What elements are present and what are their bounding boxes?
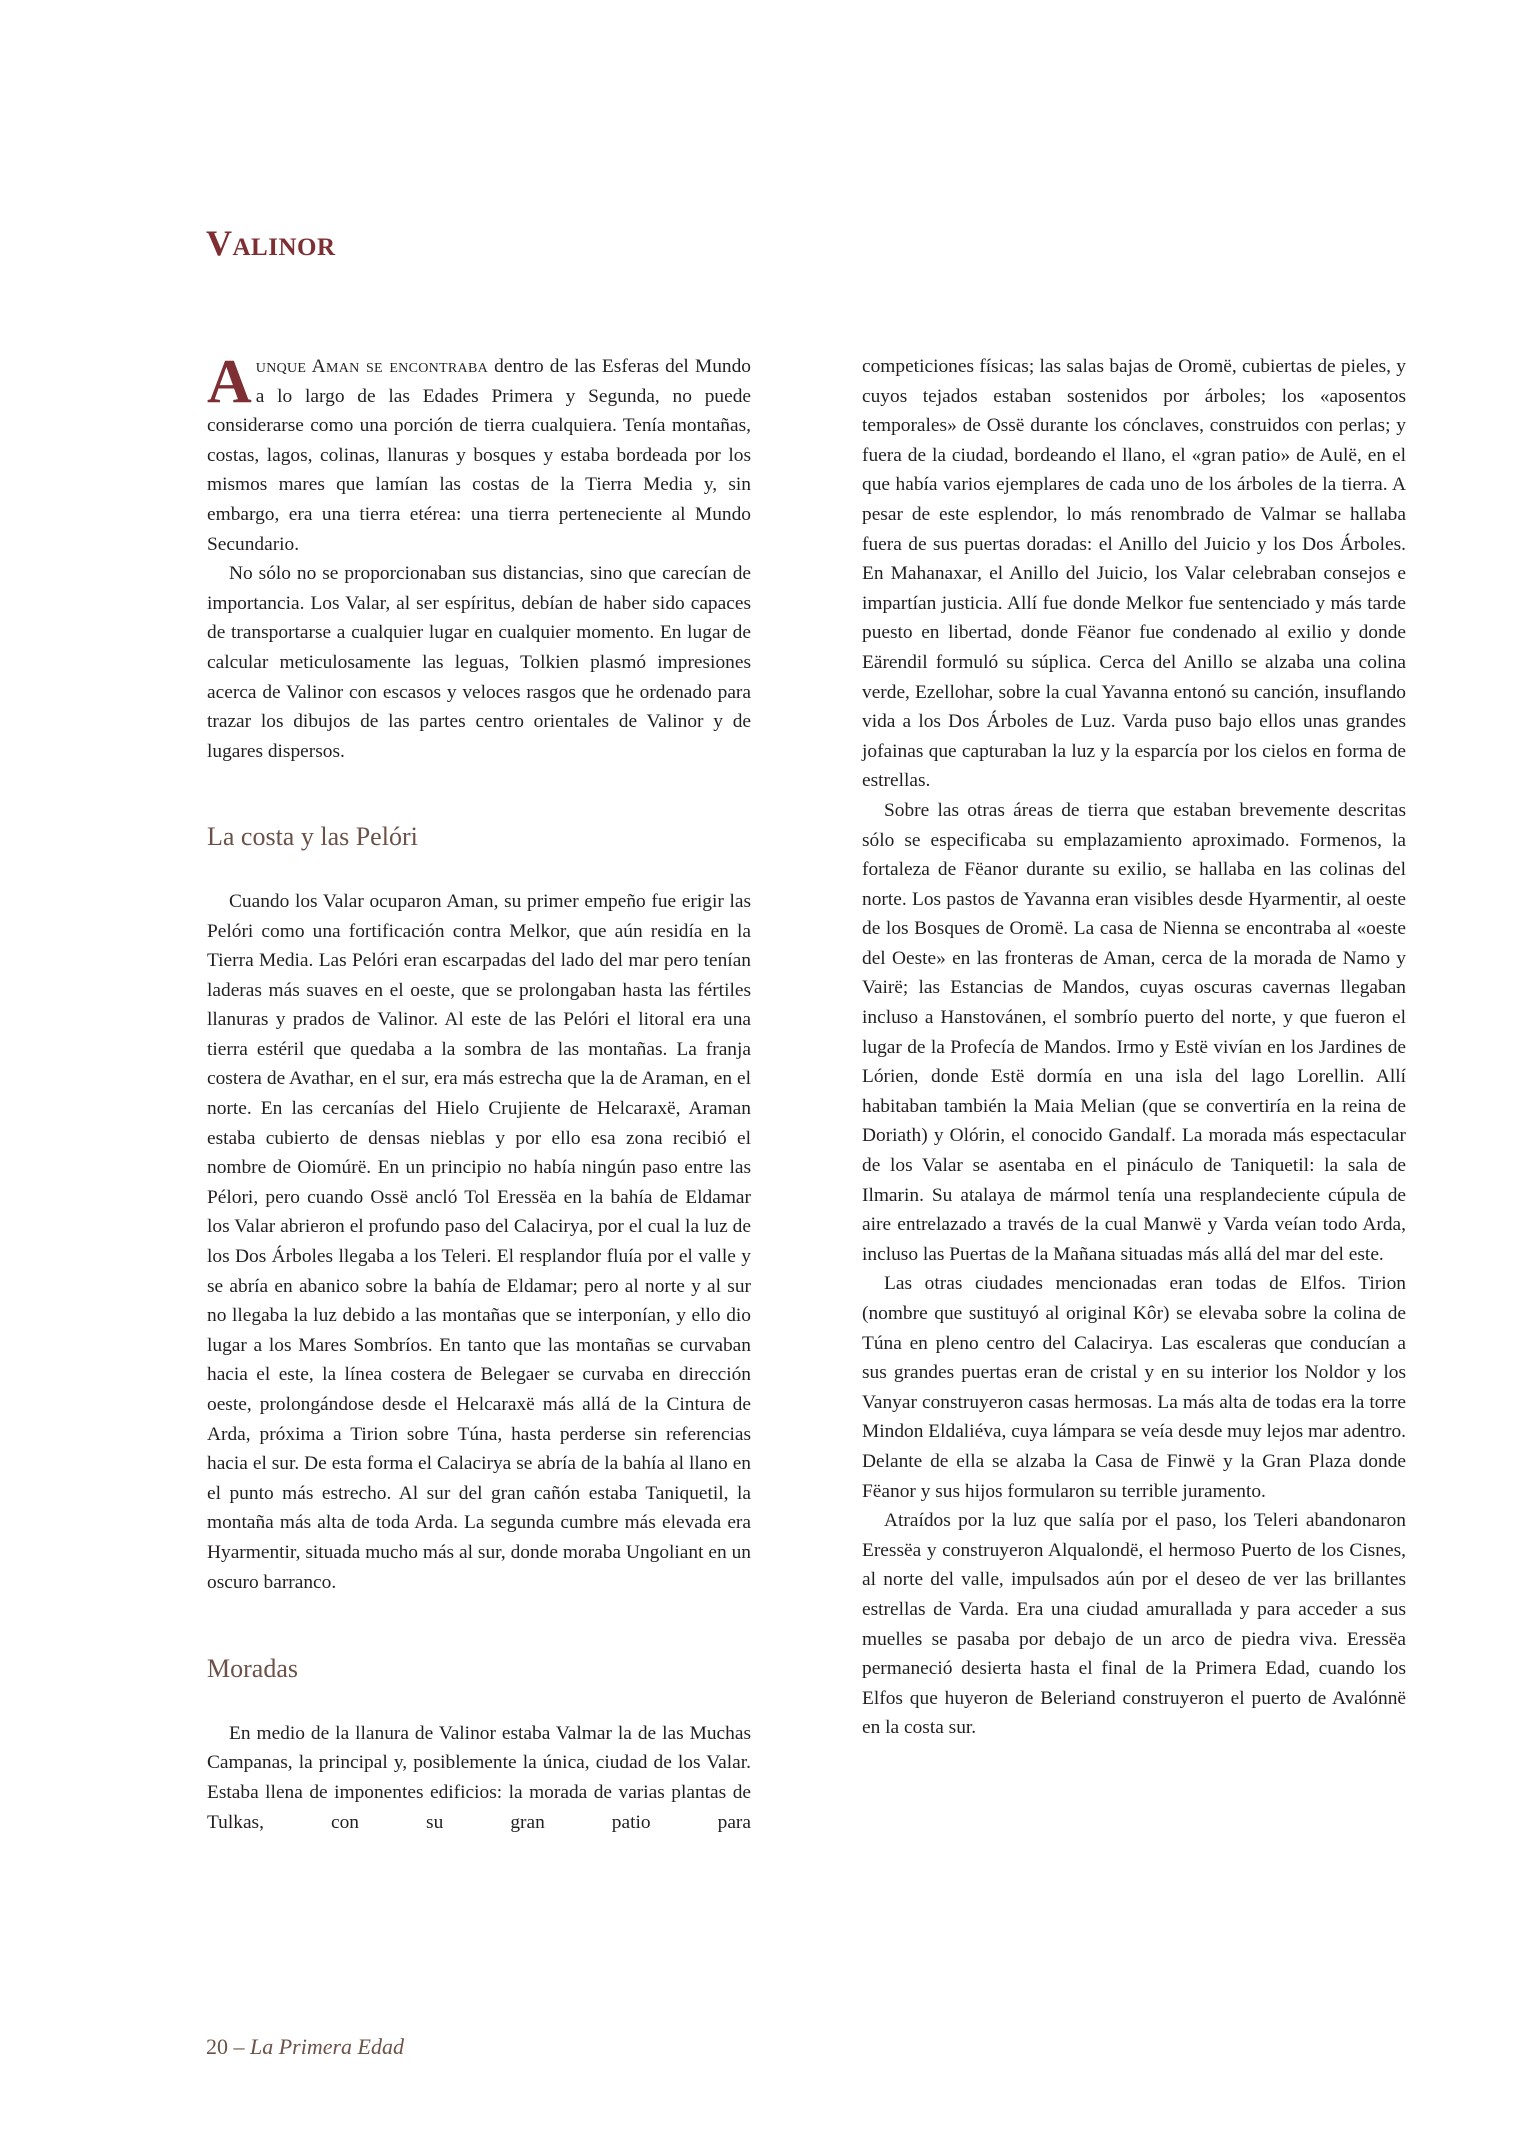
drop-cap: A (207, 348, 252, 416)
intro-text: dentro de las Esferas del Mundo a lo largo de las Edades Primera y Segunda, no puede considerarse como una porción de tierra cualquiera. Tenía montañas, costas, lagos, colinas, llanuras y bosques y estaba bordeada por los mismos mares que lamían las costas de la Tierra Media y, sin embargo, era una tierra etérea: una tierra perteneciente al Mundo Secundario. (207, 356, 751, 555)
teleri-paragraph: Atraídos por la luz que salía por el paso, los Teleri abandonaron Eressëa y construyeron Alqualondë, el hermoso Puerto de los Cisnes, al norte del valle, impulsados aún por el deseo de ver las brillantes estrellas de Varda. Era una ciudad amurallada y para acceder a sus muelles se pasaba por debajo de un arco de piedra viva. Eressëa permaneció desierta hasta el final de la Primera Edad, cuando los Elfos que huyeron de Beleriand construyeron el puerto de Avalónnë en la costa sur. (862, 1510, 1406, 1739)
intro-paragraph-2: No sólo no se proporcionaban sus distancias, sino que carecían de importancia. Los Valar, al ser espíritus, debían de haber sido capaces de transportarse a cualquier lugar en cualquier momento. En lugar de calcular meticulosamente las leguas, Tolkien plasmó impresiones acerca de Valinor con escasos y veloces rasgos que he ordenado para trazar los dibujos de las partes centro orientales de Valinor y de lugares dispersos. (207, 563, 751, 762)
costa-paragraph: Cuando los Valar ocuparon Aman, su primer empeño fue erigir las Pelóri como una fortificación contra Melkor, que aún residía en la Tierra Media. Las Pelóri eran escarpadas del lado del mar pero tenían laderas más suaves en el oeste, que se prolongaban hasta las fértiles llanuras y prados de Valinor. Al este de las Pelóri el litoral era una tierra estéril que quedaba a la sombra de las montañas. La franja costera de Avathar, en el sur, era más estrecha que la de Araman, en el norte. En las cercanías del Hielo Crujiente de Helcaraxë, Araman estaba cubierto de densas nieblas y por ello esa zona recibió el nombre de Oiomúrë. En un principio no había ningún paso entre las Pélori, pero cuando Ossë ancló Tol Eressëa en la bahía de Eldamar los Valar abrieron el profundo paso del Calacirya, por el cual la luz de los Dos Árboles llegaba a los Teleri. El resplandor fluía por el valle y se abría en abanico sobre la bahía de Eldamar; pero al norte y al sur no llegaba la luz debido a las montañas que se interponían, y ello dio lugar a los Mares Sombríos. En tanto que las montañas se curvaban hacia el este, la línea costera de Belegaer se curvaba en dirección oeste, prolongándose desde el Helcaraxë más allá de la Cintura de Arda, próxima a Tirion sobre Túna, hasta perderse sin referencias hacia el sur. De esta forma el Calacirya se abría de la bahía al llano en el punto más estrecho. Al sur del gran cañón estaba Taniquetil, la montaña más alta de toda Arda. La segunda cumbre más elevada era Hyarmentir, situada mucho más al sur, donde moraba Ungoliant en un oscuro barranco. (207, 890, 751, 1593)
footer-section-title: La Primera Edad (250, 2034, 404, 2059)
section-heading-costa-pelori: La costa y las Pelóri (207, 822, 418, 852)
section-heading-moradas: Moradas (207, 1654, 298, 1684)
page-footer (206, 2034, 404, 2060)
page-number: 20 (206, 2034, 228, 2059)
intro-smallcaps-lead: unque Aman se encontraba (255, 356, 488, 377)
intro-paragraph (207, 348, 751, 559)
page-title: Valinor (206, 223, 336, 263)
right-column (862, 352, 1406, 1743)
moradas-paragraph-start: En medio de la llanura de Valinor estaba Valmar la de las Muchas Campanas, la principal y, posiblemente la única, ciudad de los Valar. Estaba llena de imponentes edificios: la morada de varias plantas de Tulkas, con su gran patio para (207, 1722, 751, 1833)
moradas-paragraph-continued: competiciones físicas; las salas bajas de Oromë, cubiertas de pieles, y cuyos tejados estaban sostenidos por árboles; los «aposentos temporales» de Ossë durante los cónclaves, construidos con perlas; y fuera de la ciudad, bordeando el llano, el «gran patio» de Aulë, en el que había varios ejemplares de cada uno de los árboles de la tierra. A pesar de este esplendor, lo más renombrado de Valmar se hallaba fuera de sus puertas doradas: el Anillo del Juicio y los Dos Árboles. En Mahanaxar, el Anillo del Juicio, los Valar celebraban consejos e impartían justicia. Allí fue donde Melkor fue sentenciado y más tarde puesto en libertad, donde Fëanor fue condenado al exilio y donde Eärendil formuló su súplica. Cerca del Anillo se alzaba una colina verde, Ezellohar, sobre la cual Yavanna entonó su canción, insuflando vida a los Dos Árboles de Luz. Varda puso bajo ellos unas grandes jofainas que capturaban la luz y la esparcía por los cielos en forma de estrellas. (862, 356, 1406, 792)
footer-separator: – (233, 2034, 245, 2059)
elf-cities-paragraph: Las otras ciudades mencionadas eran todas de Elfos. Tirion (nombre que sustituyó al original Kôr) se elevaba sobre la colina de Túna en pleno centro del Calacirya. Las escaleras que conducían a sus grandes puertas eran de cristal y en su interior los Noldor y los Vanyar construyeron casas hermosas. La más alta de todas era la torre Mindon Eldaliéva, cuya lámpara se veía desde muy lejos mar adentro. Delante de ella se alzaba la Casa de Finwë y la Gran Plaza donde Fëanor y sus hijos formularon su terrible juramento. (862, 1273, 1406, 1502)
other-areas-paragraph: Sobre las otras áreas de tierra que estaban brevemente descritas sólo se especificaba su emplazamiento aproximado. Formenos, la fortaleza de Fëanor durante su exilio, se hallaba en las colinas del norte. Los pastos de Yavanna eran visibles desde Hyarmentir, al oeste de los Bosques de Oromë. La casa de Nienna se encontraba al «oeste del Oeste» en las fronteras de Aman, cerca de la morada de Namo y Vairë; las Estancias de Mandos, cuyas oscuras cavernas llegaban incluso a Hanstovánen, el sombrío puerto del norte, y que fueron el lugar de la Profecía de Mandos. Irmo y Estë vivían en los Jardines de Lórien, donde Estë dormía en una isla del lago Lorellin. Allí habitaban también la Maia Melian (que se convertiría en la reina de Doriath) y Olórin, el conocido Gandalf. La morada más espectacular de los Valar se asentaba en el pináculo de Taniquetil: la sala de Ilmarin. Su atalaya de mármol tenía una resplandeciente cúpula de aire entrelazado a través de la cual Manwë y Varda veían todo Arda, incluso las Puertas de la Mañana situadas más allá del mar del este. (862, 799, 1406, 1265)
left-column (207, 348, 751, 1837)
